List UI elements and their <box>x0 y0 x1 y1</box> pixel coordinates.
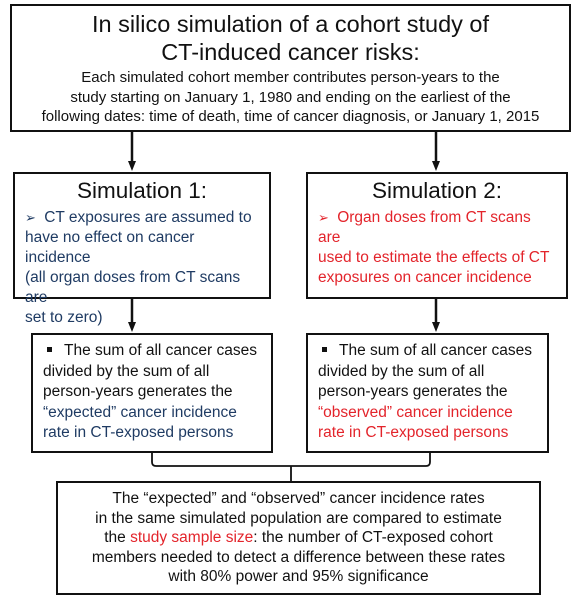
simulation-2-line3: exposures on cancer incidence <box>318 269 532 286</box>
simulation-2-title: Simulation 2: <box>371 178 503 203</box>
observed-rate-line5: rate in CT-exposed persons <box>318 424 509 441</box>
observed-rate-line4: “observed” cancer incidence <box>318 403 513 421</box>
expected-rate-line4: “expected” cancer incidence <box>43 403 237 421</box>
sample-size-line4: members needed to detect a difference between these rates <box>91 548 506 566</box>
observed-rate-line3: person-years generates the <box>318 383 508 400</box>
simulation-1-line2: have no effect on cancer incidence <box>25 229 195 266</box>
observed-rate-line1-text: The sum of all cancer cases <box>339 342 532 359</box>
expected-rate-line1-text: The sum of all cancer cases <box>64 342 257 359</box>
sample-size-line3-suffix: : the number of CT-exposed cohort <box>253 529 493 546</box>
simulation-1-title: Simulation 1: <box>76 178 208 203</box>
expected-rate-line3: person-years generates the <box>43 383 233 400</box>
expected-rate-line5: rate in CT-exposed persons <box>43 424 234 441</box>
sample-size-line5: with 80% power and 95% significance <box>168 568 429 585</box>
cohort-description-line1: Each simulated cohort member contributes person-years to the <box>81 69 500 86</box>
observed-rate-line2: divided by the sum of all <box>318 362 485 380</box>
sample-size-line1: The “expected” and “observed” cancer incidence rates <box>112 490 485 507</box>
simulation-1-line4: set to zero) <box>25 309 103 326</box>
expected-rate-line2: divided by the sum of all <box>43 362 210 380</box>
sample-size-line2: in the same simulated population are compared to estimate <box>95 509 502 527</box>
cohort-title-line2: CT-induced cancer risks: <box>161 39 420 65</box>
arrow-bullet-icon: ➢ <box>318 210 329 225</box>
simulation-2-line1-text: Organ doses from CT scans are <box>318 209 531 246</box>
bracket-connector <box>152 453 430 481</box>
simulation-1-line3: (all organ doses from CT scans are <box>25 269 241 306</box>
arrow-bullet-icon: ➢ <box>25 210 36 225</box>
cohort-title-line1: In silico simulation of a cohort study of <box>91 11 490 37</box>
simulation-2-line2: used to estimate the effects of CT <box>318 249 550 266</box>
cohort-description-line2: study starting on January 1, 1980 and ending on the earliest of the <box>70 88 511 106</box>
study-sample-size-highlight: study sample size <box>130 529 254 546</box>
cohort-description-line3: following dates: time of death, time of cancer diagnosis, or January 1, 2015 <box>41 108 540 125</box>
simulation-1-line1-text: CT exposures are assumed to <box>44 209 252 226</box>
sample-size-line3-prefix: the <box>104 529 126 546</box>
